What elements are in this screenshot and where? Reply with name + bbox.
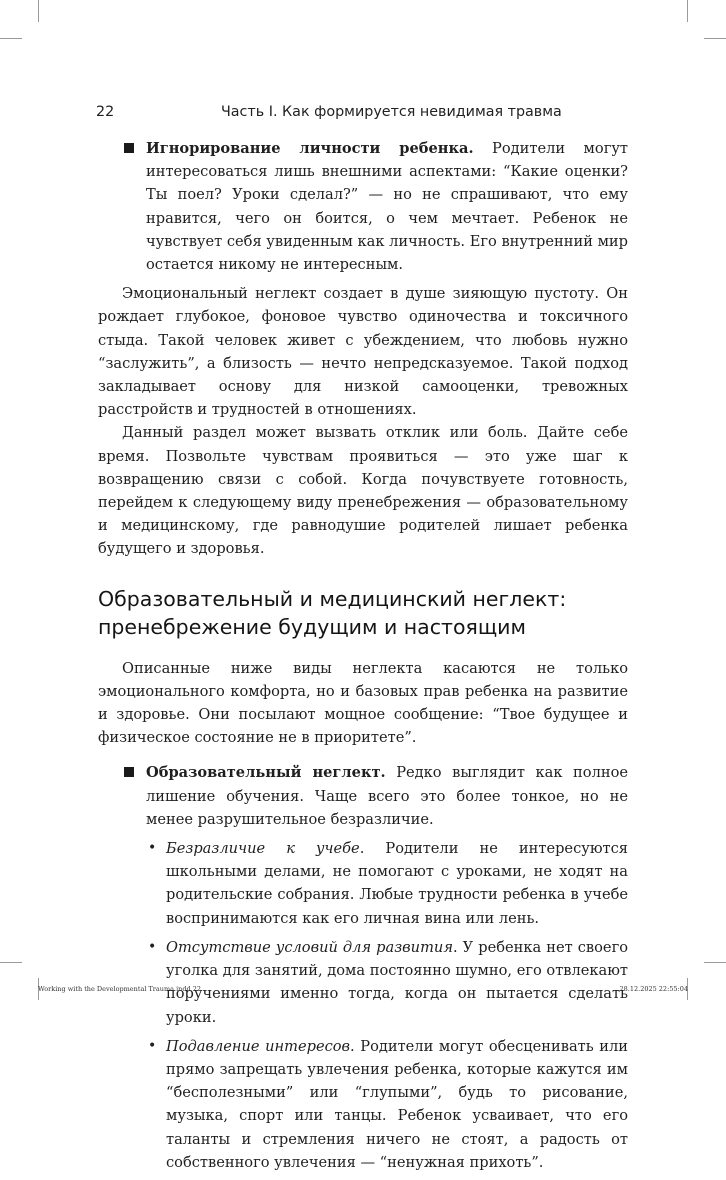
- item-term: Игнорирование личности ребенка.: [146, 140, 474, 157]
- crop-mark-left-lower: [0, 962, 22, 963]
- list-item-educational-neglect: [98, 761, 628, 831]
- sub-item-text: . Родители не интересуются школьными делами, не помогают с уроками, не ходят на родительские собрания. Любые трудности ребенка в учебе воспринимаются как его личная вина или лень.: [166, 840, 628, 927]
- item-term: Образовательный неглект.: [146, 764, 386, 782]
- slug-timestamp: 28.12.2025 22:55:04: [619, 985, 688, 993]
- sub-item-text: . У ребенка нет своего уголка для занятий, дома постоянно шумно, его отвлекают поручениями именно тогда, когда он пытается сделать уроки.: [166, 938, 628, 1026]
- list-item-ignoring-personality: [98, 137, 628, 276]
- square-bullet-icon: [124, 143, 134, 153]
- section-heading-line: пренебрежение будущим и настоящим: [98, 614, 526, 639]
- crop-mark-top-left: [38, 0, 39, 22]
- running-header: [96, 104, 626, 124]
- paragraph: Эмоциональный неглект создает в душе зияющую пустоту. Он рождает глубокое, фоновое чувство одиночества и токсичного стыда. Такой человек живет с убеждением, что любовь нужно “заслужить”, а близость — нечто непредсказуемое. Такой подход закладывает основу для низкой самооценки, тревожных расстройств и трудностей в отношениях.: [98, 285, 628, 419]
- square-bullet-icon: [124, 767, 134, 777]
- sub-item-label: Подавление интересов: [166, 1037, 351, 1055]
- print-slug: [38, 985, 688, 997]
- sub-list-item: [146, 936, 628, 1029]
- sub-item-label: Безразличие к учебе: [166, 840, 360, 858]
- page-body: [98, 137, 628, 1180]
- slug-filename: Working with the Developmental Trauma.indd 22: [38, 985, 202, 993]
- item-text: Редко выглядит как полное лишение обучения. Чаще всего это более тонкое, но не менее разрушительное безразличие.: [146, 764, 628, 828]
- crop-mark-left-upper: [0, 38, 22, 39]
- item-text: Родители могут интересоваться лишь внешними аспектами: “Какие оценки? Ты поел? Уроки сделал?” — но не спрашивают, что ему нравится, чего он боится, о чем мечтает. Ребенок не чувствует себя увиденным как личность. Его внутренний мир остается никому не интересным.: [146, 140, 628, 274]
- section-heading: [98, 585, 628, 641]
- crop-mark-right-lower: [704, 962, 726, 963]
- sub-list-item: [146, 837, 628, 930]
- sub-item-label: Отсутствие условий для развития: [166, 938, 453, 956]
- sub-item-text: . Родители могут обесценивать или прямо запрещать увлечения ребенка, которые кажутся им “бесполезными” или “глупыми”, будь то рисование, музыка, спорт или танцы. Ребенок усваивает, что его таланты и стремления ничего не стоят, а радость от собственного увлечения — “ненужная прихоть”.: [166, 1037, 629, 1171]
- section-heading-line: Образовательный и медицинский неглект:: [98, 586, 567, 611]
- crop-mark-right-upper: [704, 38, 726, 39]
- bullet-dot-icon: •: [148, 840, 157, 857]
- sub-list: [146, 837, 628, 1174]
- sub-list-item: [146, 1035, 628, 1174]
- section-intro: Описанные ниже виды неглекта касаются не только эмоционального комфорта, но и базовых прав ребенка на развитие и здоровье. Они посылают мощное сообщение: “Твое будущее и физическое состояние не в приоритете”.: [98, 659, 628, 747]
- bullet-dot-icon: •: [148, 1037, 157, 1054]
- paragraph: Данный раздел может вызвать отклик или боль. Дайте себе время. Позвольте чувствам проявиться — это уже шаг к возвращению связи с собой. Когда почувствуете готовность, перейдем к следующему виду пренебрежения — образовательному и медицинскому, где равнодушие родителей лишает ребенка будущего и здоровья.: [98, 424, 628, 558]
- running-title: Часть I. Как формируется невидимая травма: [221, 104, 562, 120]
- page-number: 22: [96, 104, 115, 120]
- bullet-dot-icon: •: [148, 938, 157, 955]
- crop-mark-top-right: [687, 0, 688, 22]
